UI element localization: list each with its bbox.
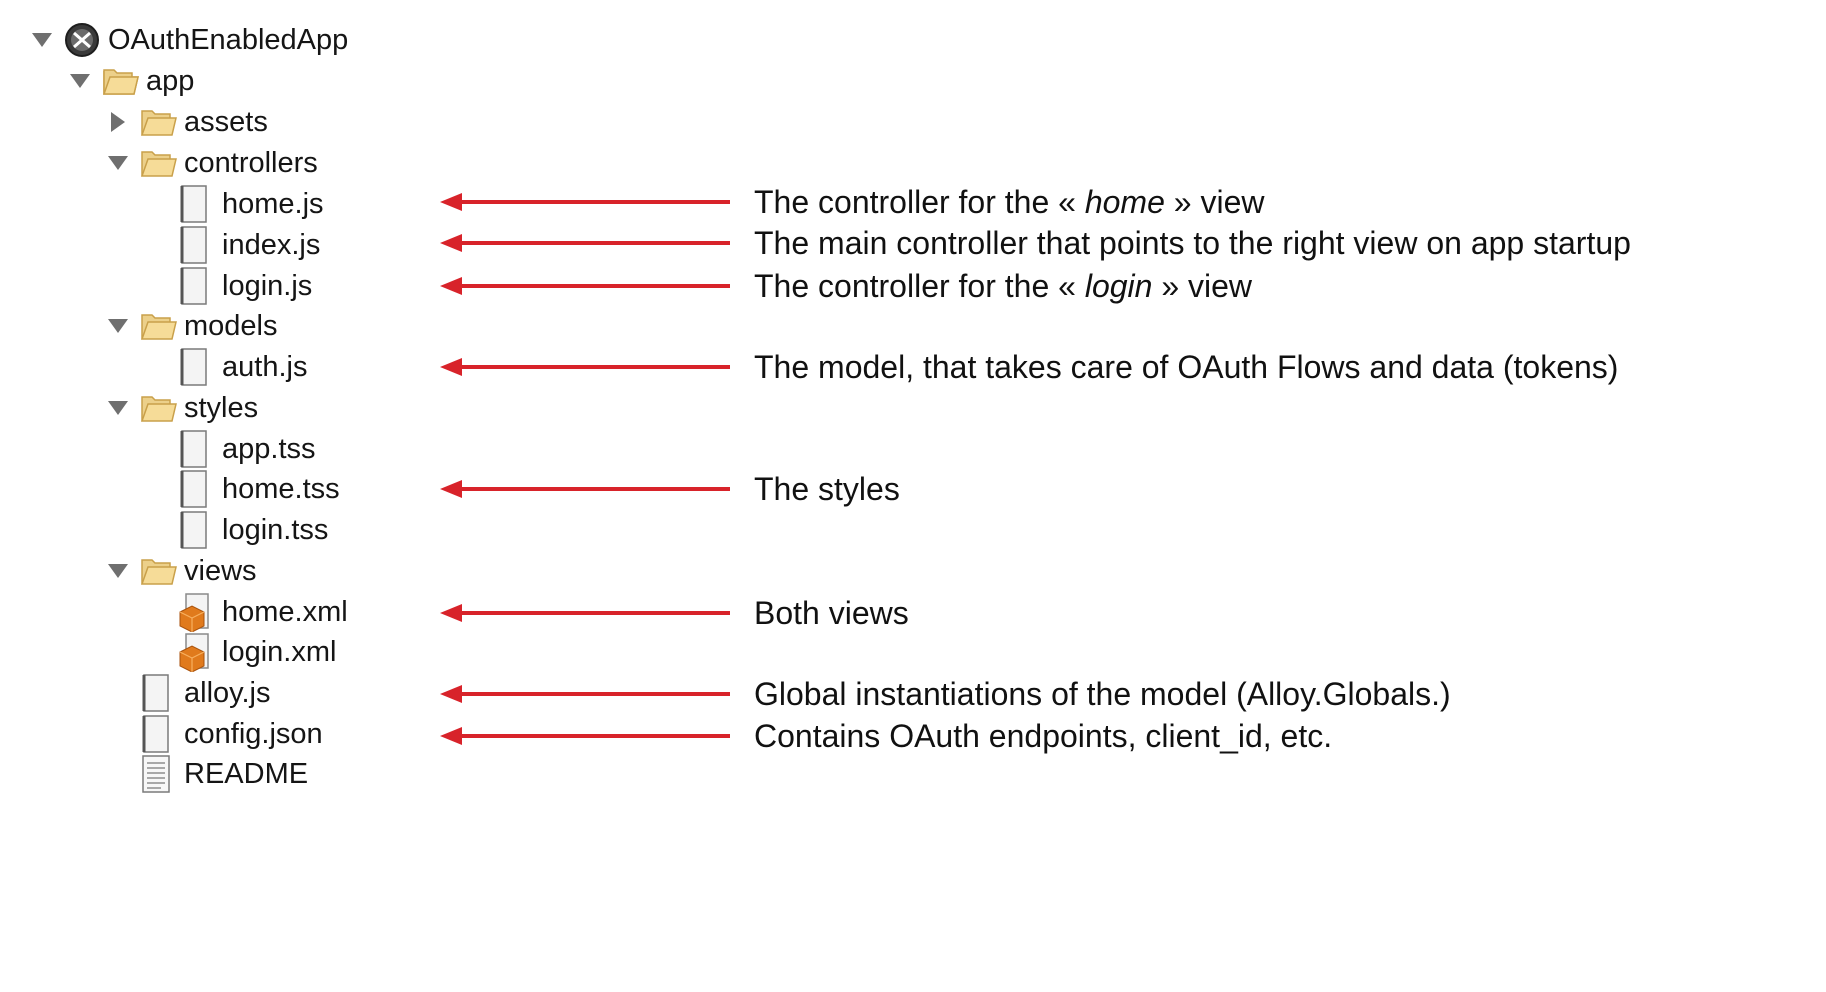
tree-item-login-xml[interactable]	[144, 630, 336, 674]
file-icon	[178, 264, 218, 308]
tree-item-views[interactable]	[106, 549, 257, 593]
disclosure-expanded-icon[interactable]	[106, 304, 130, 348]
disclosure-collapsed-icon[interactable]	[106, 100, 130, 144]
project-icon	[64, 18, 104, 62]
disclosure-expanded-icon[interactable]	[106, 549, 130, 593]
tree-item-label: login.tss	[222, 514, 329, 546]
tree-item-label: controllers	[184, 147, 318, 179]
tree-item-label: home.xml	[222, 596, 348, 628]
red-arrow-icon	[440, 479, 730, 499]
disclosure-expanded-icon[interactable]	[106, 141, 130, 185]
file-icon	[178, 182, 218, 226]
red-arrow-icon	[440, 233, 730, 253]
tree-item-label: login.js	[222, 270, 313, 302]
red-arrow-icon	[440, 603, 730, 623]
annotation-index-js	[440, 221, 1631, 265]
file-icon	[140, 671, 180, 715]
annotation-text: The controller for the « home » view	[754, 184, 1265, 220]
folder-icon	[140, 549, 180, 593]
tree-item-label: assets	[184, 106, 268, 138]
tree-item-index-js[interactable]	[144, 223, 320, 267]
tree-item-label: auth.js	[222, 351, 308, 383]
tree-item-label: views	[184, 555, 257, 587]
tree-item-assets[interactable]	[106, 100, 268, 144]
annotation-home-js	[440, 180, 1264, 224]
tree-item-label: alloy.js	[184, 677, 271, 709]
red-arrow-icon	[440, 726, 730, 746]
annotation-auth-js	[440, 345, 1618, 389]
annotation-text: Global instantiations of the model (Alloy.Globals.)	[754, 676, 1451, 712]
red-arrow-icon	[440, 276, 730, 296]
tree-item-config-json[interactable]	[106, 712, 323, 756]
tree-item-label: README	[184, 758, 309, 790]
annotation-text: The controller for the « login » view	[754, 268, 1253, 304]
annotation-text: The main controller that points to the right view on app startup	[754, 225, 1631, 261]
tree-item-label: config.json	[184, 718, 323, 750]
tree-item-label: styles	[184, 392, 259, 424]
red-arrow-icon	[440, 192, 730, 212]
annotation-alloy-js	[440, 672, 1451, 716]
text-file-icon	[140, 752, 180, 796]
annotation-styles	[440, 467, 900, 511]
folder-icon	[140, 304, 180, 348]
annotation-text: Contains OAuth endpoints, client_id, etc.	[754, 718, 1333, 754]
tree-item-label: login.xml	[222, 636, 337, 668]
tree-item-alloy-js[interactable]	[106, 671, 271, 715]
file-icon	[178, 345, 218, 389]
file-icon	[178, 223, 218, 267]
annotation-text: The model, that takes care of OAuth Flows and data (tokens)	[754, 349, 1619, 385]
tree-item-models[interactable]	[106, 304, 278, 348]
tree-item-controllers[interactable]	[106, 141, 318, 185]
tree-item-label: app.tss	[222, 433, 316, 465]
tree-item-readme[interactable]	[106, 752, 308, 796]
tree-item-label: index.js	[222, 229, 321, 261]
folder-icon	[140, 141, 180, 185]
folder-icon	[140, 100, 180, 144]
annotation-text: Both views	[754, 595, 909, 631]
xml-file-icon	[178, 590, 218, 634]
tree-item-home-xml[interactable]	[144, 590, 348, 634]
tree-item-home-tss[interactable]	[144, 467, 340, 511]
red-arrow-icon	[440, 684, 730, 704]
annotation-text: The styles	[754, 471, 900, 507]
tree-item-project[interactable]	[30, 18, 348, 62]
tree-item-app[interactable]	[68, 59, 194, 103]
tree-item-label: home.tss	[222, 473, 340, 505]
annotation-login-js	[440, 264, 1252, 308]
tree-item-label: models	[184, 310, 278, 342]
tree-item-auth-js[interactable]	[144, 345, 307, 389]
file-icon	[178, 508, 218, 552]
tree-item-label: app	[146, 65, 195, 97]
disclosure-expanded-icon[interactable]	[106, 386, 130, 430]
annotation-config-json	[440, 714, 1332, 758]
tree-item-styles[interactable]	[106, 386, 258, 430]
tree-item-login-js[interactable]	[144, 264, 312, 308]
tree-item-home-js[interactable]	[144, 182, 324, 226]
disclosure-expanded-icon[interactable]	[68, 59, 92, 103]
red-arrow-icon	[440, 357, 730, 377]
tree-item-login-tss[interactable]	[144, 508, 328, 552]
tree-item-label: OAuthEnabledApp	[108, 24, 349, 56]
disclosure-expanded-icon[interactable]	[30, 18, 54, 62]
file-icon	[178, 467, 218, 511]
file-icon	[178, 427, 218, 471]
folder-icon	[102, 59, 142, 103]
annotation-views	[440, 591, 909, 635]
tree-item-app-tss[interactable]	[144, 427, 316, 471]
tree-item-label: home.js	[222, 188, 324, 220]
xml-file-icon	[178, 630, 218, 674]
folder-icon	[140, 386, 180, 430]
file-icon	[140, 712, 180, 756]
project-tree	[0, 0, 460, 992]
